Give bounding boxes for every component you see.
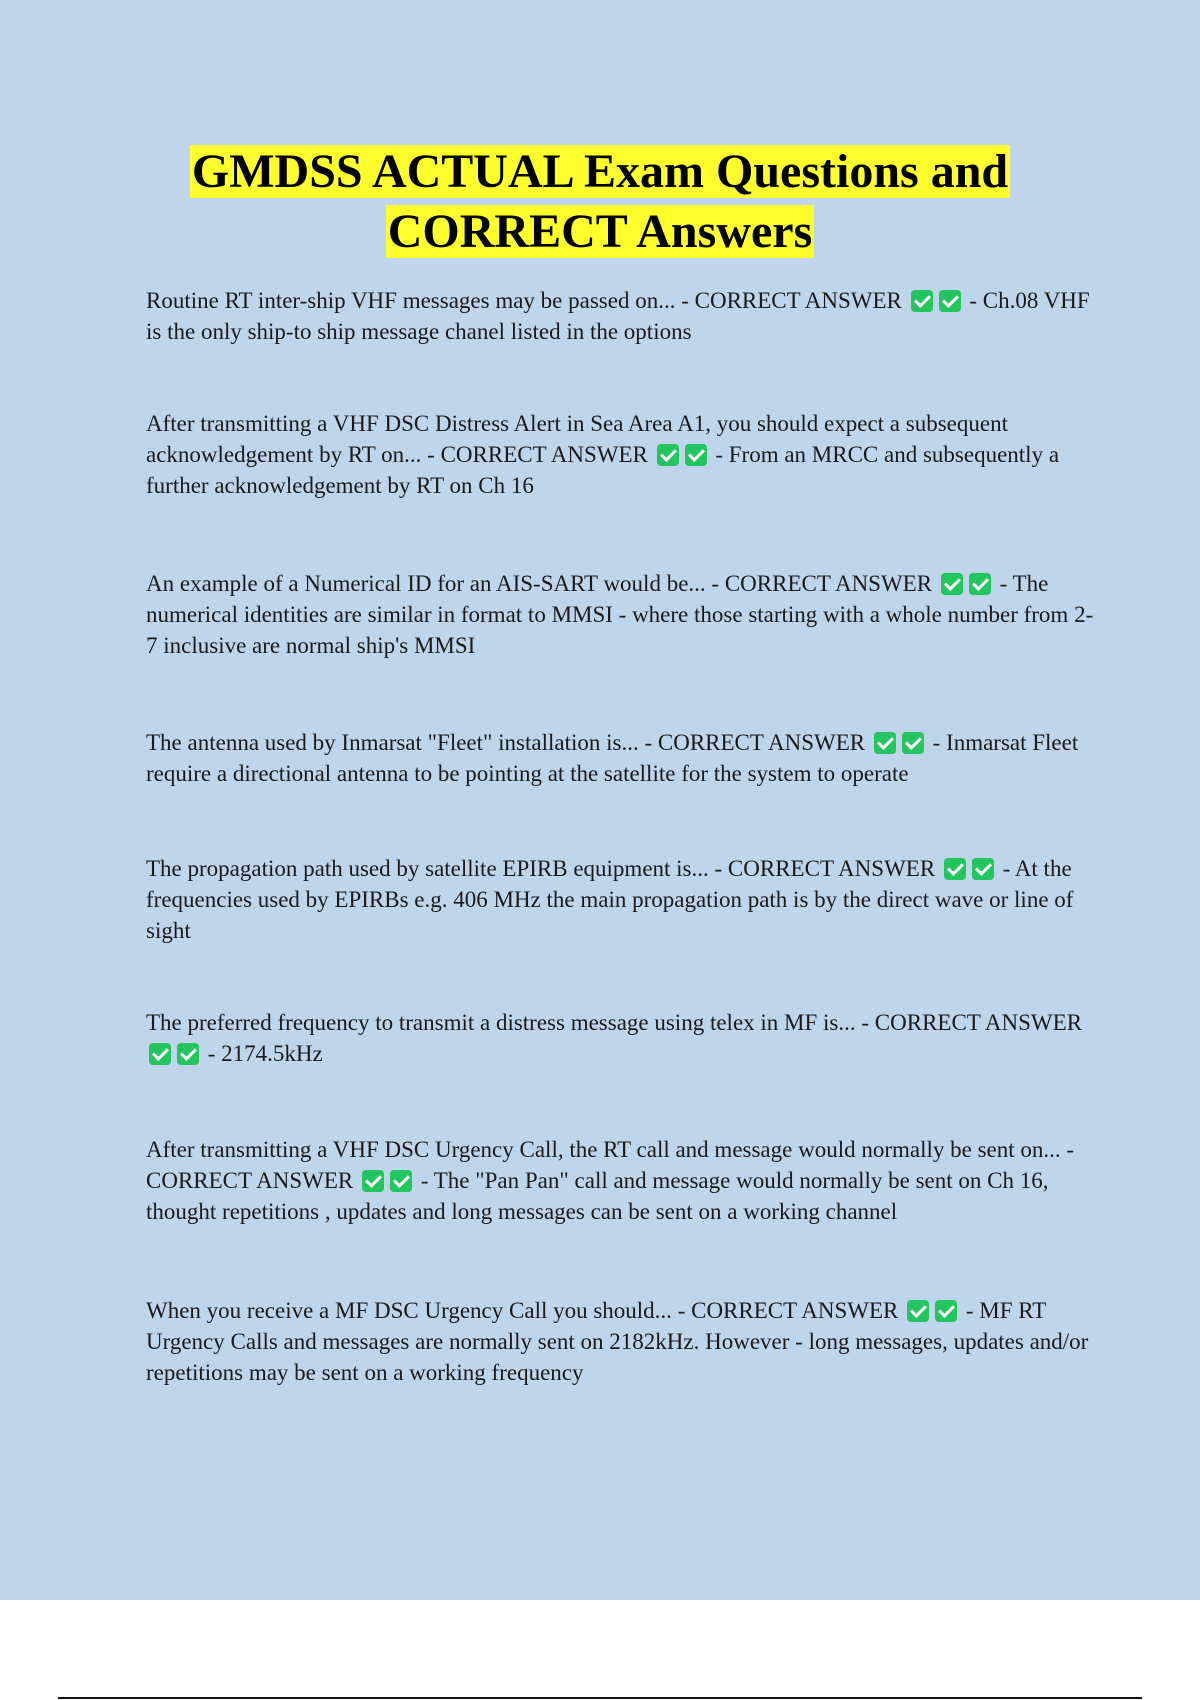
qa-item-1 (146, 285, 1096, 347)
check-box-icon (657, 444, 679, 466)
qa-item-8 (146, 1295, 1096, 1388)
question-text: After transmitting a VHF DSC Distress Alert in Sea Area A1, you should expect a subsequent acknowledgement by RT on... (146, 411, 1008, 467)
answer-text: - 2174.5kHz (207, 1041, 323, 1066)
qa-item-4 (146, 727, 1096, 789)
question-text: The preferred frequency to transmit a distress message using telex in MF is... (146, 1010, 856, 1035)
check-box-icon (972, 858, 994, 880)
answer-marker: - CORRECT ANSWER (644, 730, 866, 755)
question-text: The antenna used by Inmarsat "Fleet" installation is... (146, 730, 639, 755)
answer-text: - Inmarsat Fleet require a directional antenna to be pointing at the satellite for the system to operate (146, 730, 1079, 786)
check-box-icon (935, 1300, 957, 1322)
answer-text: - From an MRCC and subsequently a further acknowledgement by RT on Ch 16 (146, 442, 1060, 498)
qa-item-7 (146, 1134, 1096, 1227)
check-box-icon (874, 732, 896, 754)
check-box-icon (944, 858, 966, 880)
title-line-1: GMDSS ACTUAL Exam Questions and (191, 145, 1009, 198)
check-box-icon (902, 732, 924, 754)
answer-marker: - CORRECT ANSWER (861, 1010, 1083, 1035)
answer-marker: - CORRECT ANSWER (681, 288, 902, 313)
footer-divider (58, 1697, 1142, 1699)
question-text: The propagation path used by satellite EPIRB equipment is... (146, 856, 709, 881)
answer-marker: - CORRECT ANSWER (677, 1298, 899, 1323)
qa-item-6 (146, 1007, 1096, 1069)
answer-marker: - CORRECT ANSWER (146, 1137, 1075, 1193)
qa-item-5 (146, 853, 1096, 946)
qa-item-2 (146, 408, 1096, 501)
answer-text: - The numerical identities are similar in format to MMSI - where those starting with a whole number from 2-7 inclusive are normal ship's MMSI (146, 571, 1094, 658)
question-text: Routine RT inter-ship VHF messages may be passed on... (146, 288, 676, 313)
check-box-icon (362, 1170, 384, 1192)
question-text: When you receive a MF DSC Urgency Call you should... (146, 1298, 672, 1323)
answer-marker: - CORRECT ANSWER (714, 856, 936, 881)
title-line-2: CORRECT Answers (387, 205, 813, 258)
check-box-icon (149, 1043, 171, 1065)
check-box-icon (685, 444, 707, 466)
check-box-icon (969, 573, 991, 595)
check-box-icon (390, 1170, 412, 1192)
check-box-icon (941, 573, 963, 595)
question-text: An example of a Numerical ID for an AIS-SART would be... (146, 571, 706, 596)
answer-text: - At the frequencies used by EPIRBs e.g. 406 MHz the main propagation path is by the direct wave or line of sight (146, 856, 1074, 943)
check-box-icon (907, 1300, 929, 1322)
check-box-icon (177, 1043, 199, 1065)
answer-text: - MF RT Urgency Calls and messages are normally sent on 2182kHz. However - long messages, updates and/or repetitions may be sent on a working frequency (146, 1298, 1089, 1385)
answer-text: - The "Pan Pan" call and message would normally be sent on Ch 16, thought repetitions , updates and long messages can be sent on a working channel (146, 1168, 1049, 1224)
answer-marker: - CORRECT ANSWER (711, 571, 933, 596)
check-box-icon (939, 290, 961, 312)
answer-marker: - CORRECT ANSWER (427, 442, 648, 467)
check-box-icon (911, 290, 933, 312)
question-text: After transmitting a VHF DSC Urgency Call, the RT call and message would normally be sent on... (146, 1137, 1061, 1162)
answer-text: - Ch.08 VHF is the only ship-to ship message chanel listed in the options (146, 288, 1090, 344)
document-title (0, 142, 1200, 262)
qa-item-3 (146, 568, 1096, 661)
